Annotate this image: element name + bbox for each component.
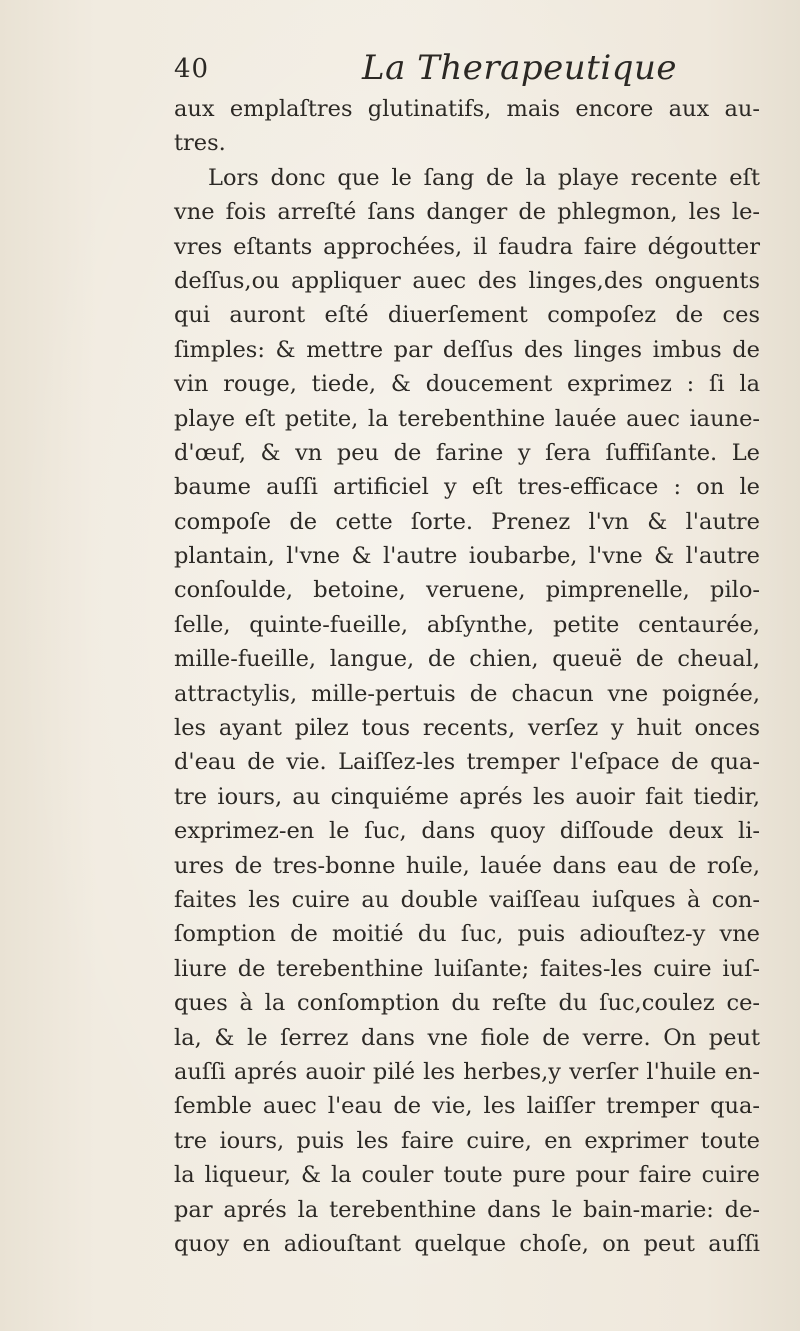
text-line: ſemble auec l'eau de vie, les laiſſer tremper qua- [174, 1093, 760, 1120]
text-line: la, & le ſerrez dans vne fiole de verre. On peut [174, 1024, 760, 1051]
text-line: Lors donc que le ſang de la playe recente eſt [208, 164, 760, 191]
text-line: exprimez-en le ſuc, dans quoy diſſoude deux li- [174, 818, 760, 845]
text-line: compoſe de cette ſorte. Prenez l'vn & l'autre [174, 508, 760, 535]
text-line: la liqueur, & la couler toute pure pour faire cuire [174, 1162, 760, 1189]
text-line: ſomption de moitié du ſuc, puis adiouſtez-y vne [174, 921, 760, 948]
text-line: tre iours, au cinquiéme aprés les auoir fait tiedir, [174, 783, 760, 810]
text-line: ſelle, quinte-fueille, abſynthe, petite centaurée, [174, 611, 760, 638]
page-header [170, 48, 730, 92]
text-line: baume auſſi artificiel y eſt tres-efficace : on le [174, 474, 760, 501]
text-line: liure de terebenthine luiſante; faites-les cuire iuſ- [174, 955, 760, 982]
text-line: vin rouge, tiede, & doucement exprimez : ſi la [174, 371, 760, 398]
text-line: ques à la conſomption du reſte du ſuc,coulez ce- [174, 990, 760, 1017]
text-line: plantain, l'vne & l'autre ioubarbe, l'vne & l'autre [174, 543, 760, 570]
text-line: vres eſtants approchées, il faudra faire dégoutter [174, 233, 760, 260]
body-text [174, 92, 760, 1261]
page-number: 40 [174, 54, 210, 84]
running-title: La Therapeutique [362, 48, 677, 88]
text-line: d'œuf, & vn peu de farine y ſera ſuffiſante. Le [174, 439, 760, 466]
text-line: vne fois arreſté ſans danger de phlegmon, les le- [174, 199, 760, 226]
text-line: tres. [174, 130, 226, 157]
text-line: attractylis, mille-pertuis de chacun vne poignée, [174, 680, 760, 707]
text-line: deſſus,ou appliquer auec des linges,des onguents [174, 267, 760, 294]
text-line: les ayant pilez tous recents, verſez y huit onces [174, 715, 760, 742]
text-line: conſoulde, betoine, veruene, pimprenelle, pilo- [174, 577, 760, 604]
text-line: tre iours, puis les faire cuire, en exprimer toute [174, 1127, 760, 1154]
text-line: faites les cuire au double vaiſſeau iuſques à con- [174, 886, 760, 913]
text-line: quoy en adiouſtant quelque choſe, on peut auſſi [174, 1230, 760, 1257]
text-line: par aprés la terebenthine dans le bain-marie: de- [174, 1196, 760, 1223]
text-line: ſimples: & mettre par deſſus des linges imbus de [174, 336, 760, 363]
text-line: aux emplaſtres glutinatifs, mais encore aux au- [174, 96, 760, 122]
text-line: ures de tres-bonne huile, lauée dans eau de roſe, [174, 852, 760, 879]
text-line: mille-fueille, langue, de chien, queuë de cheual, [174, 646, 760, 673]
text-line: playe eſt petite, la terebenthine lauée auec iaune- [174, 405, 760, 432]
text-line: d'eau de vie. Laiſſez-les tremper l'eſpace de qua- [174, 749, 760, 776]
text-line: qui auront eſté diuerſement compoſez de ces [174, 302, 760, 329]
text-line: auſſi aprés auoir pilé les herbes,y verſer l'huile en- [174, 1058, 760, 1085]
